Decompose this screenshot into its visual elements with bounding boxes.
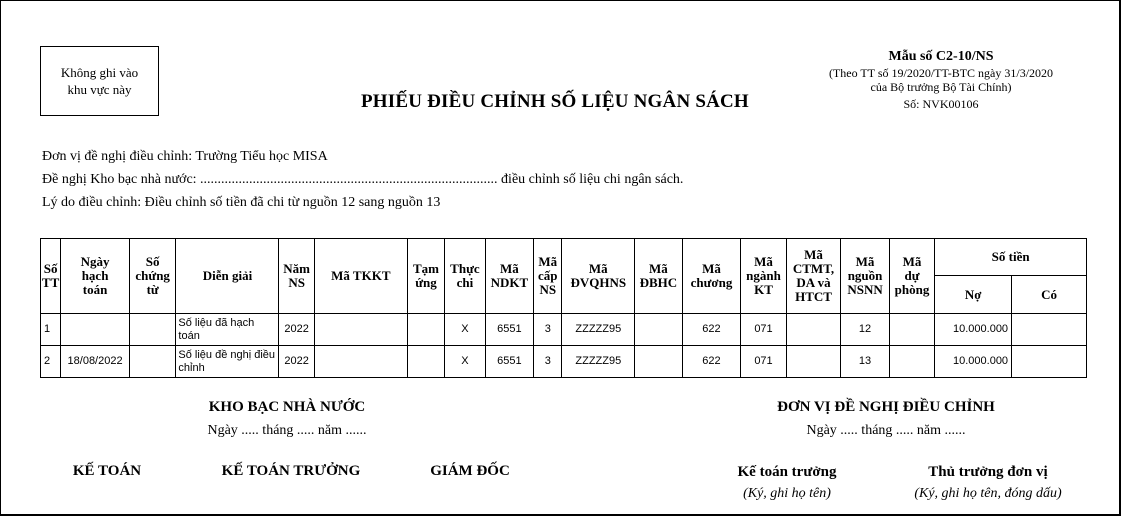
cell-description: Số liệu đã hạch toán: [176, 314, 279, 346]
header-budget-year: Năm NS: [279, 239, 314, 314]
cell-budget-level: 3: [534, 314, 562, 346]
treasury-request: Đề nghị Kho bạc nhà nước: ..................................................................................... điều chỉnh số liệu chi ngân sách.: [42, 172, 684, 187]
reserved-area-line1: Không ghi vào: [60, 65, 139, 80]
cell-budget-year: 2022: [279, 346, 314, 378]
cell-funding-source: 12: [841, 314, 890, 346]
header-dbhc: Mã ĐBHC: [635, 239, 682, 314]
form-reference-line2: của Bộ trưởng Bộ Tài Chính): [870, 80, 1012, 94]
cell-funding-source: 13: [841, 346, 890, 378]
cell-posting-date: 18/08/2022: [61, 346, 130, 378]
director-signature: GIÁM ĐỐC: [430, 463, 510, 479]
adjustment-reason: Lý do điều chỉnh: Điều chỉnh số tiền đã chi từ nguồn 12 sang nguồn 13: [42, 195, 441, 210]
cell-ndkt: 6551: [485, 314, 534, 346]
cell-debit: 10.000.000: [935, 314, 1012, 346]
form-number: Số: NVK00106: [903, 97, 979, 111]
treasury-signature-date: Ngày ..... tháng ..... năm ......: [207, 423, 367, 438]
header-advance: Tạm ứng: [407, 239, 444, 314]
header-voucher-number: Số chứng từ: [129, 239, 175, 314]
cell-reserve: [889, 346, 934, 378]
cell-chapter: 622: [682, 314, 741, 346]
table-row: [41, 346, 1087, 378]
header-funding-source: Mã nguồn NSNN: [841, 239, 890, 314]
header-credit: Có: [1012, 276, 1087, 314]
adjustment-table: [40, 238, 1087, 378]
cell-voucher-number: [129, 314, 175, 346]
unit-chief-accountant-note: (Ký, ghi họ tên): [743, 486, 831, 501]
accountant-signature: KẾ TOÁN: [72, 463, 142, 479]
cell-actual-spending: X: [445, 314, 485, 346]
header-posting-date: Ngày hạch toán: [61, 239, 130, 314]
header-debit: Nợ: [935, 276, 1012, 314]
header-ndkt: Mã NDKT: [485, 239, 534, 314]
requesting-unit: Đơn vị đề nghị điều chỉnh: Trường Tiểu học MISA: [42, 149, 328, 164]
header-description: Diễn giải: [176, 239, 279, 314]
cell-sector: 071: [741, 314, 786, 346]
unit-chief-accountant-signature: Kế toán trưởng: [737, 464, 837, 480]
cell-posting-date: [61, 314, 130, 346]
cell-stt: 1: [41, 314, 61, 346]
header-ctmt: Mã CTMT, DA và HTCT: [786, 239, 841, 314]
header-chapter: Mã chương: [682, 239, 741, 314]
cell-sector: 071: [741, 346, 786, 378]
cell-debit: 10.000.000: [935, 346, 1012, 378]
cell-credit: [1012, 314, 1087, 346]
chief-accountant-signature: KẾ TOÁN TRƯỞNG: [221, 463, 361, 479]
table-row: [41, 314, 1087, 346]
header-stt: Số TT: [41, 239, 61, 314]
cell-ctmt: [786, 314, 841, 346]
header-reserve: Mã dự phòng: [889, 239, 934, 314]
cell-dvqhns: ZZZZZ95: [562, 346, 635, 378]
cell-stt: 2: [41, 346, 61, 378]
header-budget-level: Mã cấp NS: [534, 239, 562, 314]
header-amount: Số tiền: [935, 239, 1087, 276]
cell-dvqhns: ZZZZZ95: [562, 314, 635, 346]
unit-head-note: (Ký, ghi họ tên, đóng dấu): [914, 486, 1062, 501]
header-tkkt: Mã TKKT: [314, 239, 407, 314]
form-info: [791, 48, 1091, 113]
form-reference-line1: (Theo TT số 19/2020/TT-BTC ngày 31/3/2020: [828, 66, 1054, 80]
cell-tkkt: [314, 346, 407, 378]
treasury-signature-title: KHO BẠC NHÀ NƯỚC: [208, 399, 366, 415]
cell-ctmt: [786, 346, 841, 378]
header-actual-spending: Thực chi: [445, 239, 485, 314]
cell-actual-spending: X: [445, 346, 485, 378]
unit-signature-title: ĐƠN VỊ ĐỀ NGHỊ ĐIỀU CHỈNH: [777, 399, 995, 415]
reserved-area-line2: khu vực này: [67, 82, 132, 97]
cell-budget-level: 3: [534, 346, 562, 378]
cell-credit: [1012, 346, 1087, 378]
cell-reserve: [889, 314, 934, 346]
unit-head-signature: Thủ trưởng đơn vị: [928, 464, 1048, 480]
cell-advance: [407, 346, 444, 378]
cell-budget-year: 2022: [279, 314, 314, 346]
cell-chapter: 622: [682, 346, 741, 378]
cell-tkkt: [314, 314, 407, 346]
cell-dbhc: [635, 314, 682, 346]
unit-signature-date: Ngày ..... tháng ..... năm ......: [806, 423, 966, 438]
header-sector: Mã ngành KT: [741, 239, 786, 314]
form-code: Mẫu số C2-10/NS: [888, 49, 994, 64]
cell-voucher-number: [129, 346, 175, 378]
reserved-area-box: [40, 46, 159, 116]
cell-dbhc: [635, 346, 682, 378]
cell-ndkt: 6551: [485, 346, 534, 378]
document-title: PHIẾU ĐIỀU CHỈNH SỐ LIỆU NGÂN SÁCH: [361, 91, 749, 112]
cell-advance: [407, 314, 444, 346]
cell-description: Số liệu đề nghị điều chỉnh: [176, 346, 279, 378]
header-dvqhns: Mã ĐVQHNS: [562, 239, 635, 314]
